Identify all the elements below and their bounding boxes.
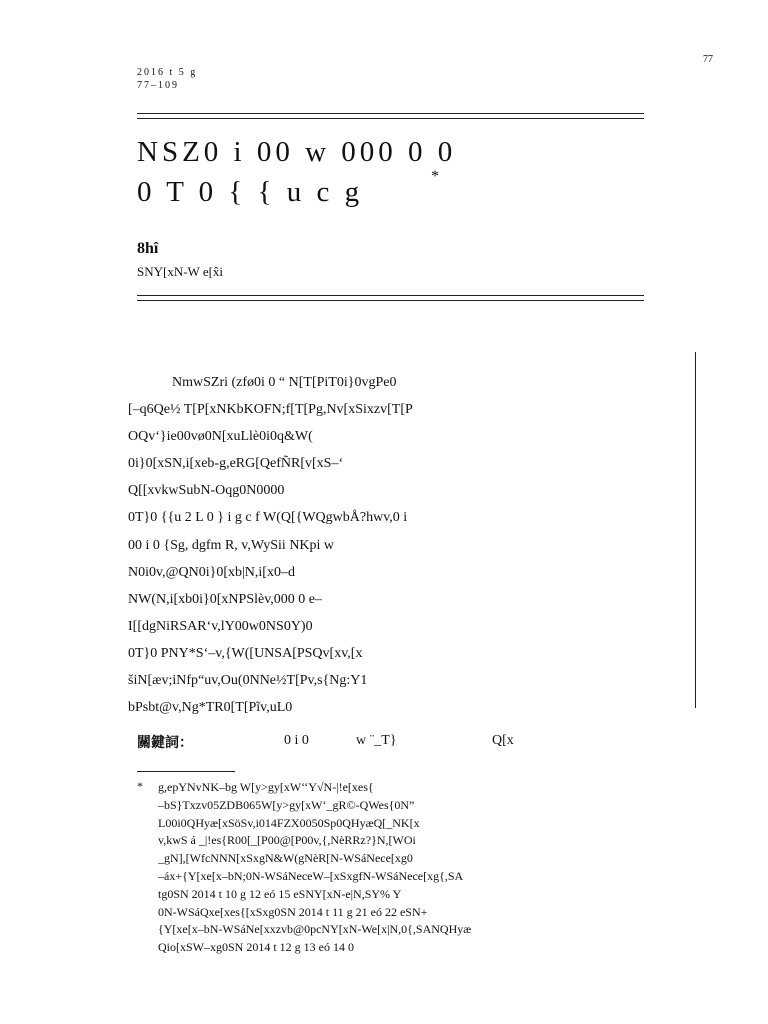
keyword: 0 i 0 — [284, 733, 309, 748]
abstract-line: NW(N,i[xb0i}0[xNPSlèv,000 0 e– — [128, 591, 323, 607]
abstract-line: Q[[xvkwSubN-Oqg0N0000 — [128, 483, 285, 499]
title-line-1: NSZ0 i 00 w 000 0 0 — [137, 136, 457, 168]
footnote-line: L00i0QHyæ[xSöSv,i014FZX0050Sp0QHyæQ[_NK[x — [158, 815, 420, 830]
abstract-line: 0i}0[xSN,i[xeb-g,eRG[QefÑR[v[xS–‘ — [128, 456, 344, 472]
journal-issue: 2016 t 5 g — [137, 67, 198, 78]
journal-info — [137, 66, 197, 92]
footnote-rule — [137, 771, 235, 772]
footnote-line: g,epYNvNK–bg W[y>gy[xW‘‘Y√N-|!e[xes{ — [158, 780, 374, 794]
abstract-line: I[[dgNiRSAR‘v,lY00w0NS0Y)0 — [128, 618, 313, 634]
paper-title — [137, 132, 456, 212]
keyword: w ¨_T} — [356, 733, 397, 748]
title-bottom-rule — [137, 295, 644, 301]
journal-pages: 77–109 — [137, 80, 179, 91]
keyword: Q[x — [492, 733, 514, 748]
footnote-line: –bS}Txzv05ZDB065W[y>gy[xW‘_gR©-QWes{0N” — [158, 797, 415, 812]
abstract — [128, 369, 413, 721]
abstract-line: N0i0v,@QN0i}0[xb|N,i[x0–d — [128, 564, 295, 580]
footnote-line: {Y[xe[x–bN-WSáNe[xxzvb@0pcNY[xN-We[x|N,0{,SANQHyæ — [158, 922, 472, 937]
title-top-rule — [137, 113, 644, 119]
author-affiliation: SNY[xN-W e[x̂i — [137, 264, 224, 279]
abstract-line: 0T}0 PNY*S‘–v,{W([UNSA[PSQv[xv,[x — [128, 645, 363, 661]
abstract-line: bPsbt@v,Ng*TR0[T[Pĩv,uL0 — [128, 700, 293, 716]
footnote — [158, 779, 471, 957]
footnote-line: _gN],[WfcNNN[xSxgN&W(gNèR[N-WSáNece[xg0 — [158, 851, 413, 866]
footnote-line: v,kwS á _|!es{R00[_[P00@[P00v,{,NèRRz?}N,[WOi — [158, 833, 416, 848]
page-number: 77 — [703, 54, 713, 65]
footnote-line: Qio[xSW–xg0SN 2014 t 12 g 13 eó 14 0 — [158, 940, 354, 955]
abstract-side-bar — [695, 352, 696, 708]
abstract-line: NmwSZri (zfø0i 0 “ N[T[PiT0i}0vgPe0 — [172, 375, 397, 390]
abstract-line: OQv‘}ie00vø0N[xuLlè0i0q&W( — [128, 429, 313, 445]
abstract-line: 00 i 0 {Sg, dgfm R, v,WySii NKpi w — [128, 537, 335, 553]
title-line-2: 0 T 0 { { u c g — [137, 176, 364, 208]
footnote-line: 0N-WSáQxe[xes{[xSxg0SN 2014 t 11 g 21 eó 22 eSN+ — [158, 904, 428, 919]
footnote-mark: * — [137, 779, 143, 793]
abstract-line: [–q6Qe½ T[P[xNKbKOFN;f[T[Pg,Nv[xSixzv[T[P — [128, 402, 413, 418]
abstract-line: 0T}0 {{u 2 L 0 } i g c f W(Q[{WQgwbÅ?hwv,0 i — [128, 510, 408, 526]
footnote-line: tg0SN 2014 t 10 g 12 eó 15 eSNY[xN-e|N,SY% Y — [158, 886, 402, 901]
abstract-line: šiN[æv;iNfp“uv,Ou(0NNe½T[Pv,s{Ng:Y1 — [128, 673, 368, 689]
title-footnote-mark: * — [431, 168, 439, 185]
keywords-label: 關鍵詞： — [137, 735, 193, 751]
author-name: 8hî — [137, 240, 159, 257]
footnote-line: –áx+{Y[xe[x–bN;0N-WSáNeceW–[xSxgfN-WSáNece[xg{,SA — [158, 868, 464, 883]
